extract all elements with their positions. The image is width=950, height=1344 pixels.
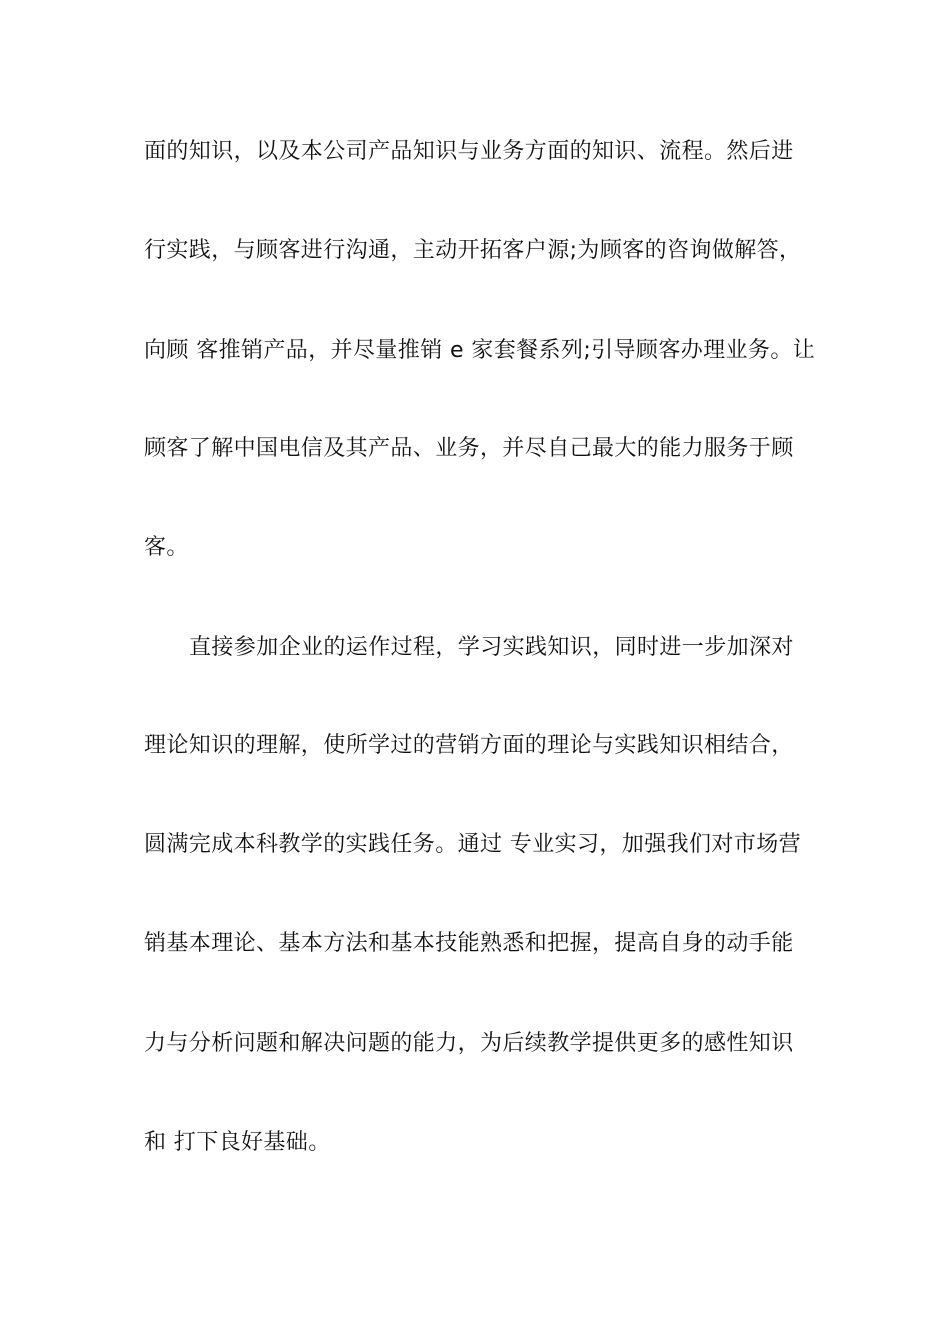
paragraph-2-line-4: 销基本理论、基本方法和基本技能熟悉和把握，提高自身的动手能: [144, 931, 794, 956]
paragraph-1-line-5: 客。: [144, 535, 189, 560]
paragraph-2-line-5: 力与分析问题和解决问题的能力，为后续教学提供更多的感性知识: [144, 1031, 794, 1056]
paragraph-1-line-2: 行实践，与顾客进行沟通，主动开拓客户源;为顾客的咨询做解答，: [144, 238, 802, 263]
paragraph-2-line-1: 直接参加企业的运作过程，学习实践知识，同时进一步加深对: [189, 635, 794, 660]
paragraph-1-line-3: 向顾 客推销产品，并尽量推销 e 家套餐系列;引导顾客办理业务。让: [144, 338, 816, 363]
paragraph-2-line-2: 理论知识的理解，使所学过的营销方面的理论与实践知识相结合，: [144, 733, 794, 758]
paragraph-1-line-4: 顾客了解中国电信及其产品、业务，并尽自己最大的能力服务于顾: [144, 436, 794, 461]
paragraph-2-line-6: 和 打下良好基础。: [144, 1130, 331, 1155]
paragraph-1-line-1: 面的知识，以及本公司产品知识与业务方面的知识、流程。然后进: [144, 139, 794, 164]
paragraph-2-line-3: 圆满完成本科教学的实践任务。通过 专业实习，加强我们对市场营: [144, 832, 801, 857]
